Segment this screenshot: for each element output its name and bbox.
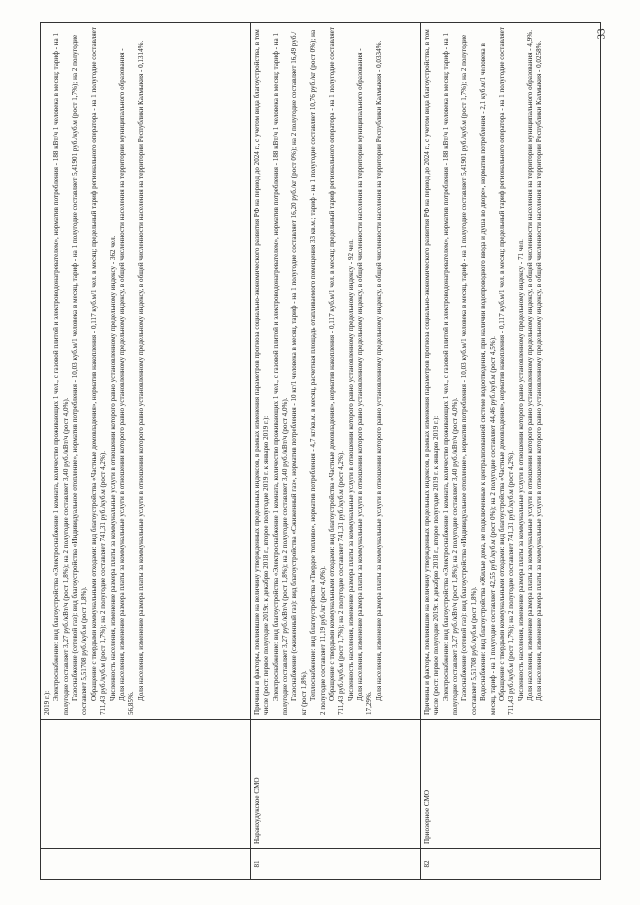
description-paragraph: Доля населения, изменение размера платы за коммунальные услуги в отношении которого равно установленному предельному индексу, в общей численности населения на территории Республики Калмыкия - 0,0258%. — [535, 40, 544, 701]
description-paragraph: Доля населения, изменение размера платы за коммунальные услуги в отношении которого равно установленному предельному индексу, в общей численности населения на территории муниципального образования - 56,85%. — [117, 48, 136, 715]
rotated-table-area — [40, 22, 600, 880]
row-number: 81 — [251, 849, 421, 880]
table-row — [421, 23, 601, 880]
description-paragraph: Обращение с твердыми коммунальными отходами: вид благоустройства «Частные домовладения», норматив накопления - 0,117 куб.м/1 чел. в месяц; предельный тариф регионального оператора - на 1 полугодие составляет 711,43 руб./куб.м (рост 1,7%); на 2 полугодие составляет 741,31 руб./куб.м (рост 4,2%). — [89, 27, 108, 715]
description-paragraph: Численность населения, изменение размера платы за коммунальные услуги в отношении которого равно установленному предельному индексу - 71 чел. — [516, 239, 525, 701]
municipality-table — [40, 22, 601, 880]
description-paragraph: Обращение с твердыми коммунальными отходами: вид благоустройства «Частные домовладения», норматив накопления - 0,117 куб.м/1 чел. в месяц; предельный тариф регионального оператора - на 1 полугодие составляет 711,43 руб./куб.м (рост 1,7%); на 2 полугодие составляет 741,31 руб./куб.м (рост 4,2%). — [497, 27, 516, 715]
description-paragraph: Доля населения, изменение размера платы за коммунальные услуги в отношении которого равно установленному предельному индексу, в общей численности населения на территории муниципального образования - 4,9%. — [525, 30, 534, 701]
municipality-name — [41, 720, 251, 849]
description-paragraph: Обращение с твердыми коммунальными отходами: вид благоустройства «Частные домовладения», норматив накопления - 0,117 куб.м/1 чел. в месяц; предельный тариф регионального оператора - на 1 полугодие составляет 711,43 руб./куб.м (рост 1,7%); на 2 полугодие составляет 741,31 руб./куб.м (рост 4,2%). — [327, 27, 346, 715]
description-paragraph: Численность населения, изменение размера платы за коммунальные услуги в отношении которого равно установленному предельному индексу - 362 чел. — [108, 235, 117, 701]
row-description — [251, 23, 421, 720]
municipality-name: Приозерное СМО — [421, 720, 601, 849]
description-paragraph: Причины и факторы, повлиявшие на величину утвержденных предельных индексов, в рамках изменения параметров прогноза социально-экономического развития РФ на период до 2024 г., с учетом вида благоустройства, в том числе (рост: первое полугодие 2019г. к декабрю 2018 г., второе полугодие 2019 г. к январю 2019 г.): — [253, 29, 271, 715]
description-paragraph: Газоснабжение (сетевой газ): вид благоустройства «Индивидуальное отопление», норматив потребления - 10,03 куб.м/1 человека в месяц, тариф - на 1 полугодие составляет 5,41901 руб./куб.м (рост 1,7%); на 2 полугодие составляет 5,51708 руб./куб.м (рост 1,8%). — [460, 34, 478, 715]
description-paragraph: 2019 г.): — [43, 690, 51, 715]
description-paragraph: Причины и факторы, повлиявшие на величину утвержденных предельных индексов, в рамках изменения параметров прогноза социально-экономического развития РФ на период до 2024 г., с учетом вида благоустройства, в том числе (рост: первое полугодие 2019г. к декабрю 2018 г., второе полугодие 2019 г. к январю 2019 г.): — [423, 29, 441, 715]
description-paragraph: Численность населения, изменение размера платы за коммунальные услуги в отношении которого равно установленному предельному индексу - 92 чел. — [346, 239, 355, 701]
row-description — [41, 23, 251, 720]
row-description — [421, 23, 601, 720]
row-number: 82 — [421, 849, 601, 880]
municipality-name: Наранхудукское СМО — [251, 720, 421, 849]
table-row — [41, 23, 251, 880]
table-row — [251, 23, 421, 880]
description-paragraph: Водоснабжение: вид благоустройства «Жилые дома, не подключенные к централизованной системе водоотведения, при наличии водопроводного ввода и душа во дворе», норматив потребления - 2,1 куб.м/1 человека в месяц, тариф - на 1 полугодие составляет 42,55 руб./куб.м (рост 0%); на 2 полугодие составляет 44,46 руб./куб.м (рост 4,5%). — [479, 43, 497, 715]
description-paragraph: Газоснабжение (сжиженный газ): вид благоустройства «Сжиженный газ», норматив потребления - 10 кг/1 человека в месяц, тариф - на 1 полугодие составляет 16,20 руб./кг (рост 0%); на 2 полугодие составляет 16,49 руб./кг (рост 1,8%). — [290, 31, 308, 715]
table-rotator — [40, 22, 600, 880]
description-paragraph: Доля населения, изменение размера платы за коммунальные услуги в отношении которого равно установленному предельному индексу, в общей численности населения на территории Республики Калмыкия - 0,1314%. — [136, 40, 145, 701]
description-paragraph: Электроснабжение: вид благоустройства «Электроснабжение 1 комната, количество проживающих 1 чел., с газовой плитой и электроводонагревателем», норматив потребления - 188 кВт/ч 1 человека в месяц; тариф - на 1 полугодие составляет 3,27 руб./кВт/ч (рост 1,8%); на 2 полугодие составляет 3,40 руб./кВт/ч (рост 4,0%). — [52, 33, 70, 715]
description-paragraph: Электроснабжение: вид благоустройства «Электроснабжение 1 комната, количество проживающих 1 чел., с газовой плитой и электроводонагревателем», норматив потребления - 188 кВт/ч 1 человека в месяц; тариф - на 1 полугодие составляет 3,27 руб./кВт/ч (рост 1,8%); на 2 полугодие составляет 3,40 руб./кВт/ч (рост 4,0%). — [441, 33, 460, 715]
page-number: 33 — [595, 28, 608, 40]
description-paragraph: Доля населения, изменение размера платы за коммунальные услуги в отношении которого равно установленному предельному индексу, в общей численности населения на территории муниципального образования - 17,29%. — [355, 48, 374, 715]
description-paragraph: Доля населения, изменение размера платы за коммунальные услуги в отношении которого равно установленному предельному индексу, в общей численности населения на территории Республики Калмыкия - 0,0334%. — [374, 40, 383, 701]
description-paragraph: Газоснабжение (сетевой газ): вид благоустройства «Индивидуальное отопление», норматив потребления - 10,03 куб.м/1 человека в месяц, тариф - на 1 полугодие составляет 5,41901 руб./куб.м (рост 1,7%); на 2 полугодие составляет 5,51708 руб./куб.м (рост 1,8%). — [71, 34, 89, 715]
row-number — [41, 849, 251, 880]
description-paragraph: Электроснабжение: вид благоустройства «Электроснабжение 1 комната, количество проживающих 1 чел., с газовой плитой и электроводонагревателем», норматив потребления - 188 кВт/ч 1 человека в месяц; тариф - на 1 полугодие составляет 3,27 руб./кВт/ч (рост 1,8%); на 2 полугодие составляет 3,40 руб./кВт/ч (рост 4,0%). — [271, 33, 290, 715]
description-paragraph: Теплоснабжение: вид благоустройства «Твердое топливо», норматив потребления - 4,7 кг/кв.м. в месяц, расчетная площадь отапливаемого помещения 33 кв.м.; тариф - на 1 полугодие составляет 10,76 руб./кг (рост 0%); на 2 полугодие составляет 11,19 руб./кг (рост 4,0%). — [309, 29, 327, 715]
